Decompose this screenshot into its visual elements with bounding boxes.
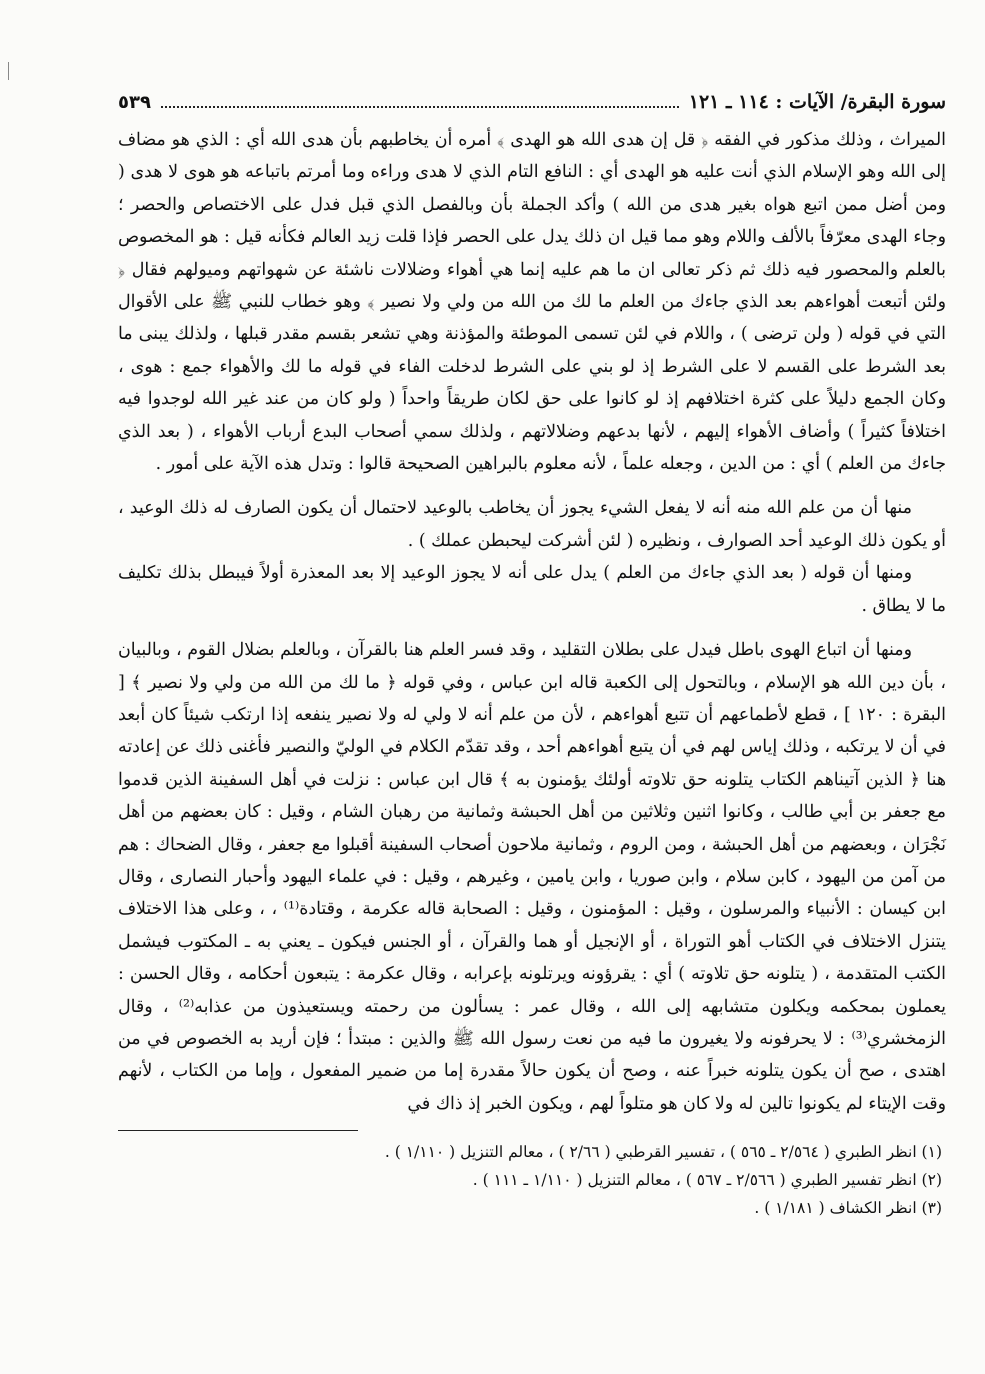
paragraph-4: ومنها أن اتباع الهوى باطل فيدل على بطلان التقليد ، وقد فسر العلم هنا بالقرآن ، وبالعلم بضلال القوم ، وبالبيان ، بأن دين الله هو الإسلام ، وبالتحول إلى الكعبة قاله ابن عباس ، وفي قوله ﴿ ما لك من الله من ولي ولا نصير ﴾ [ البقرة : ١٢٠ ] ، قطع لأطماعهم أن تتبع أهواءهم ، لأن من علم أنه لا ولي له ولا نصير ينفعه إذا ارتكب شيئاً كان أبعد في أن لا يرتكبه ، وذلك إياس لهم في أن يتبع أهواءهم أحد ، وقد تقدّم الكلام في الوليّ والنصير فأغنى ذلك عن إعادته هنا ﴿ الذين آتيناهم الكتاب يتلونه حق تلاوته أولئك يؤمنون به ﴾ قال ابن عباس : نزلت في أهل السفينة الذين قدموا مع جعفر بن أبي طالب ، وكانوا اثنين وثلاثين من أهل الحبشة وثمانية من رهبان الشام ، وقيل : كان بعضهم من أهل نَجْرَان ، وبعضهم من أهل الحبشة ، ومن الروم ، وثمانية ملاحون أصحاب السفينة أقبلوا مع جعفر ، وقال الضحاك : هم من آمن من اليهود ، كابن سلام ، وابن صوريا ، وابن يامين ، وغيرهم ، وقيل : في علماء اليهود وأحبار النصارى ، وقال ابن كيسان : الأنبياء والمرسلون ، وقيل : المؤمنون ، وقيل : الصحابة قاله عكرمة ، وقتادة⁽¹⁾ ، ، وعلى هذا الاختلاف يتنزل الاختلاف في الكتاب أهو التوراة ، أو الإنجيل أو هما والقرآن ، أو الجنس فيكون ـ يعني به ـ المكتوب فيشمل الكتب المتقدمة ، ( يتلونه حق تلاوته ) أي : يقرؤونه ويرتلونه بإعرابه ، وقال عكرمة : يتبعون أحكامه ، وقال الحسن : يعملون بمحكمه ويكلون متشابهه إلى الله ، وقال عمر : يسألون من رحمته ويستعيذون من عذابه⁽²⁾ ، وقال الزمخشري⁽³⁾ : لا يحرفونه ولا يغيرون ما فيه من نعت رسول الله ﷺ والذين : مبتدأ ؛ فإن أريد به الخصوص في من اهتدى ، صح أن يكون يتلونه خبراً عنه ، وصح أن يكون حالاً مقدرة إما من ضمير المفعول ، وإما من الكتاب ، لأنهم وقت الإيتاء لم يكونوا تالين له ولا كان هو متلواً لهم ، ويكون الخبر إذ ذاك في (118, 640, 946, 1114)
surah-title: سورة البقرة/ الآيات : ١١٤ ـ ١٢١ (688, 91, 946, 113)
footnote-separator (118, 1130, 358, 1131)
page-number: ٥٣٩ (118, 92, 151, 113)
scan-edge-mark (8, 62, 9, 80)
running-header (118, 80, 946, 124)
paragraph-2: منها أن من علم الله منه أنه لا يفعل الشيء يجوز أن يخاطب بالوعيد لاحتمال أن يكون الصارف له ذلك الوعيد ، أو يكون ذلك الوعيد أحد الصوارف ، ونظيره ( لئن أشركت ليحبطن عملك ) . (118, 498, 946, 551)
paragraph-3: ومنها أن قوله ( بعد الذي جاءك من العلم ) يدل على أنه لا يجوز الوعيد إلا بعد المعذرة أولاً فيبطل بذلك تكليف ما لا يطاق . (118, 563, 946, 616)
footnotes (118, 1139, 946, 1221)
body-text (118, 124, 946, 1120)
footnote-3: (٣) انظر الكشاف ( ١/١٨١ ) . (754, 1199, 942, 1218)
document-page (118, 80, 946, 1221)
paragraph-1: الميراث ، وذلك مذكور في الفقه ﴿ قل إن هدى الله هو الهدى ﴾ أمره أن يخاطبهم بأن هدى الله أي : الذي هو مضاف إلى الله وهو الإسلام الذي أنت عليه هو الهدى أي : النافع التام الذي لا هدى وراءه وما أمرتم باتباعه هو هوى لا هدى ( ومن أضل ممن اتبع هواه بغير هدى من الله ) وأكد الجملة بأن وبالفصل الذي قبل فدل على الاختصاص والحصر ؛ وجاء الهدى معرّفاً بالألف واللام وهو مما قيل ان ذلك يدل على الحصر فإذا قلت زيد العالم فكأنه قيل : هو المخصوص بالعلم والمحصور فيه ذلك ثم ذكر تعالى ان ما هم عليه إنما هي أهواء وضلالات ناشئة عن شهواتهم وميولهم فقال ﴿ ولئن أتبعت أهواءهم بعد الذي جاءك من العلم ما لك من الله من ولي ولا نصير ﴾ وهو خطاب للنبي ﷺ على الأقوال التي في قوله ( ولن ترضى ) ، واللام في لئن تسمى الموطئة والمؤذنة وهي تشعر بقسم مقدر قبلها ، ولذلك يبنى ما بعد الشرط على القسم لا على الشرط إذ لو بني على الشرط لدخلت الفاء في قوله ما لك والأهواء جمع : هوى ، وكان الجمع دليلاً على كثرة اختلافهم إذ لو كانوا على حق لكان طريقاً واحداً ( ولو كان من عند غير الله لوجدوا فيه اختلافاً كثيراً ) وأضاف الأهواء إليهم ، لأنها بدعهم وضلالاتهم ، ولذلك سمي أصحاب البدع أرباب الأهواء ، ( بعد الذي جاءك من العلم ) أي : من الدين ، وجعله علماً ، لأنه معلوم بالبراهين الصحيحة قالوا : وتدل هذه الآية على أمور . (118, 130, 946, 475)
header-leader-dots (161, 82, 679, 108)
footnote-1: (١) انظر الطبري ( ٢/٥٦٤ ـ ٥٦٥ ) ، تفسير القرطبي ( ٢/٦٦ ) ، معالم التنزيل ( ١/١١٠ ) . (384, 1143, 942, 1162)
footnote-2: (٢) انظر تفسير الطبري ( ٢/٥٦٦ ـ ٥٦٧ ) ، معالم التنزيل ( ١/١١٠ ـ ١١١ ) . (472, 1171, 942, 1190)
